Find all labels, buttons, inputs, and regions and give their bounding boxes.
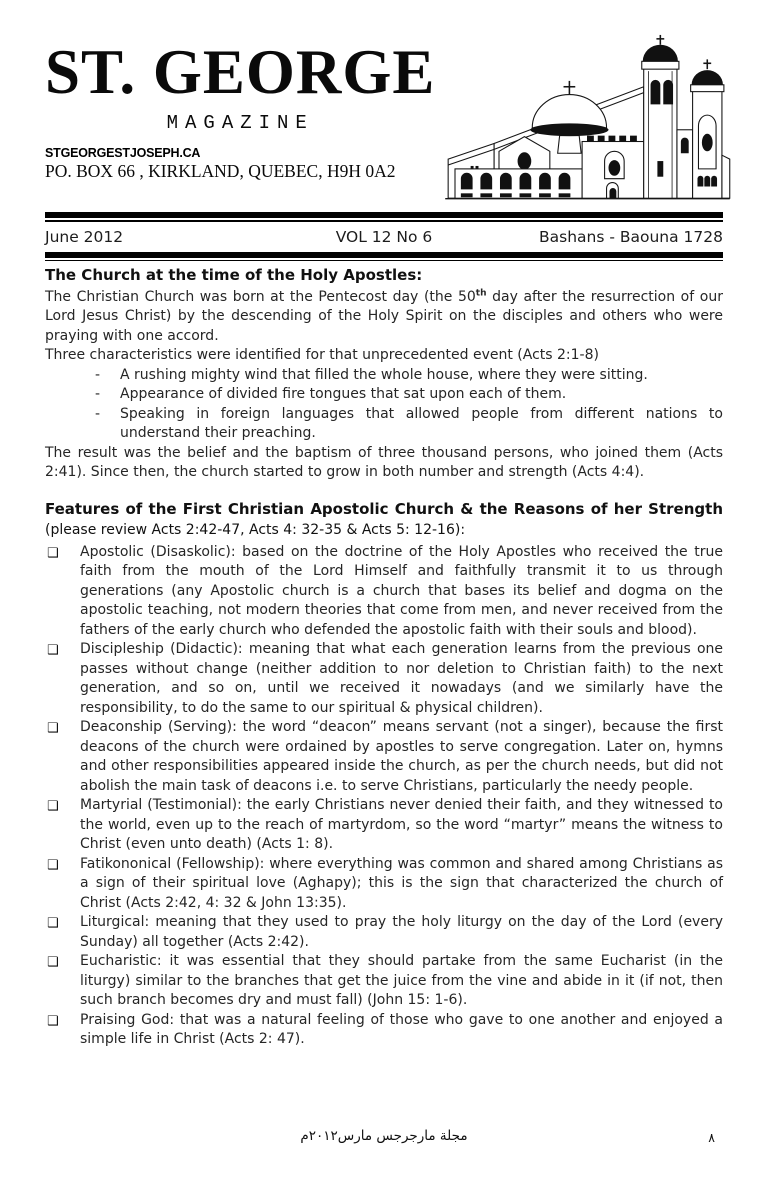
article2-heading-normal: (please review Acts 2:42-47, Acts 4: 32-35 & Acts 5: 12-16): <box>45 522 466 539</box>
list-item <box>47 543 723 641</box>
page-footer <box>45 1128 723 1150</box>
top-double-rule <box>45 212 723 222</box>
footer-arabic-title: مجلة مارجرجس مارس٢٠١٢م <box>300 1128 468 1144</box>
masthead <box>45 37 436 134</box>
para1-text: The Christian Church was born at the Pentecost day (the 50 <box>45 288 476 305</box>
square-bullet-icon: ❑ <box>47 721 59 737</box>
list-item <box>47 718 723 796</box>
dash-bullet-icon: - <box>95 405 101 422</box>
website-url: STGEORGESTJOSEPH.CA <box>45 146 201 160</box>
list-item-text: Martyrial (Testimonial): the early Christians never denied their faith, and they witnessed to the world, even up to the reach of martyrdom, so the word “martyr” means the witness to Christ (even unto death) (Acts 1: 8). <box>80 797 723 853</box>
header <box>45 37 723 212</box>
square-bullet-icon: ❑ <box>47 916 59 932</box>
mailing-address: PO. BOX 66 , KIRKLAND, QUEBEC, H9H 0A2 <box>45 161 396 181</box>
dash-list <box>95 366 723 444</box>
list-item-text: Liturgical: meaning that they used to pray the holy liturgy on the day of the Lord (every Sunday) all together (Acts 2:42). <box>80 914 723 950</box>
square-bullet-icon: ❑ <box>47 1013 59 1029</box>
list-item-text: Eucharistic: it was essential that they should partake from the same Eucharist (in the liturgy) similar to the branches that get the juice from the vine and abide in it (if not, then such branch becomes dry and must fall) (John 15: 1-6). <box>80 953 723 1009</box>
page-number: ٨ <box>708 1130 715 1145</box>
list-item-text: A rushing mighty wind that filled the whole house, where they were sitting. <box>120 366 648 383</box>
square-bullet-icon: ❑ <box>47 545 59 561</box>
list-item-text: Discipleship (Didactic): meaning that what each generation learns from the previous one passes without change (neither addition to nor deletion to Christian faith) to the next generation, and so on, until we received it nowadays (and we similarly have the responsibility, to do the same to our spiritual & physical children). <box>80 641 723 716</box>
square-bullet-icon: ❑ <box>47 799 59 815</box>
issue-volume: VOL 12 No 6 <box>335 227 433 246</box>
list-item-text: Apostolic (Disaskolic): based on the doctrine of the Holy Apostles who received the true faith from the mouth of the Lord Himself and faithfully transmit it to us through generations (any Apostolic church is a church that bases its belief and dogma on the apostolic teaching, not modern theories that come from men, and never received from the fathers of the early church who defended the apostolic faith with their souls and blood). <box>80 543 723 638</box>
list-item <box>47 855 723 914</box>
issue-bar <box>45 222 723 252</box>
article1-paragraph-2: Three characteristics were identified for that unprecedented event (Acts 2:1-8) <box>45 347 599 364</box>
dash-bullet-icon: - <box>95 366 101 383</box>
article1-heading: The Church at the time of the Holy Apostles: <box>45 266 423 285</box>
church-illustration-icon <box>433 32 741 208</box>
list-item <box>47 913 723 952</box>
magazine-title: ST. GEORGE <box>45 37 436 107</box>
para1-superscript: th <box>475 288 487 299</box>
list-item <box>47 796 723 855</box>
list-item <box>95 385 723 405</box>
issue-coptic-date: Bashans - Baouna 1728 <box>538 227 723 246</box>
list-item-text: Praising God: that was a natural feeling of those who gave to one another and enjoyed a simple life in Christ (Acts 2: 47). <box>80 1011 723 1048</box>
article1-paragraph-1 <box>45 288 723 347</box>
issue-date: June 2012 <box>45 227 124 246</box>
list-item <box>47 1011 723 1050</box>
list-item <box>47 952 723 1011</box>
list-item-text: Appearance of divided fire tongues that sat upon each of them. <box>120 386 567 403</box>
list-item-text: Deaconship (Serving): the word “deacon” means servant (not a singer), because the first deacons of the church were ordained by apostles to serve congregation. Later on, hymns and other responsibilities appeared inside the church, as per the church needs, but did not abolish the main task of deacons i.e. to serve Christians, particularly the needy people. <box>80 719 723 794</box>
magazine-subtitle: MAGAZINE <box>166 112 314 134</box>
list-item <box>47 640 723 718</box>
square-bullet-icon: ❑ <box>47 643 59 659</box>
article2-heading <box>45 500 723 541</box>
list-item <box>95 405 723 444</box>
list-item-text: Fatikononical (Fellowship): where everything was common and shared among Christians as a sign of their spiritual love (Aghapy); this is the sign that characterized the church of Christ (Acts 2:42, 4: 32 & John 13:35). <box>80 855 723 911</box>
article-church-holy-apostles <box>45 266 723 1050</box>
list-item-text: Speaking in foreign languages that allowed people from different nations to understand their preaching. <box>120 405 723 442</box>
square-bullet-icon: ❑ <box>47 955 59 971</box>
bottom-double-rule <box>45 252 723 262</box>
features-list <box>47 543 723 1050</box>
list-item <box>95 366 723 386</box>
article2-heading-bold: Features of the First Christian Apostolic Church & the Reasons of her Strength <box>45 499 723 518</box>
dash-bullet-icon: - <box>95 386 101 403</box>
article1-paragraph-3: The result was the belief and the baptism of three thousand persons, who joined them (Acts 2:41). Since then, the church started to grow in both number and strength (Acts 4:4). <box>45 444 723 481</box>
square-bullet-icon: ❑ <box>47 857 59 873</box>
para1-text-cont: day after the resurrection of our Lord Jesus Christ) by the descending of the Holy Spirit on the disciples and others who were praying with one accord. <box>45 288 723 344</box>
